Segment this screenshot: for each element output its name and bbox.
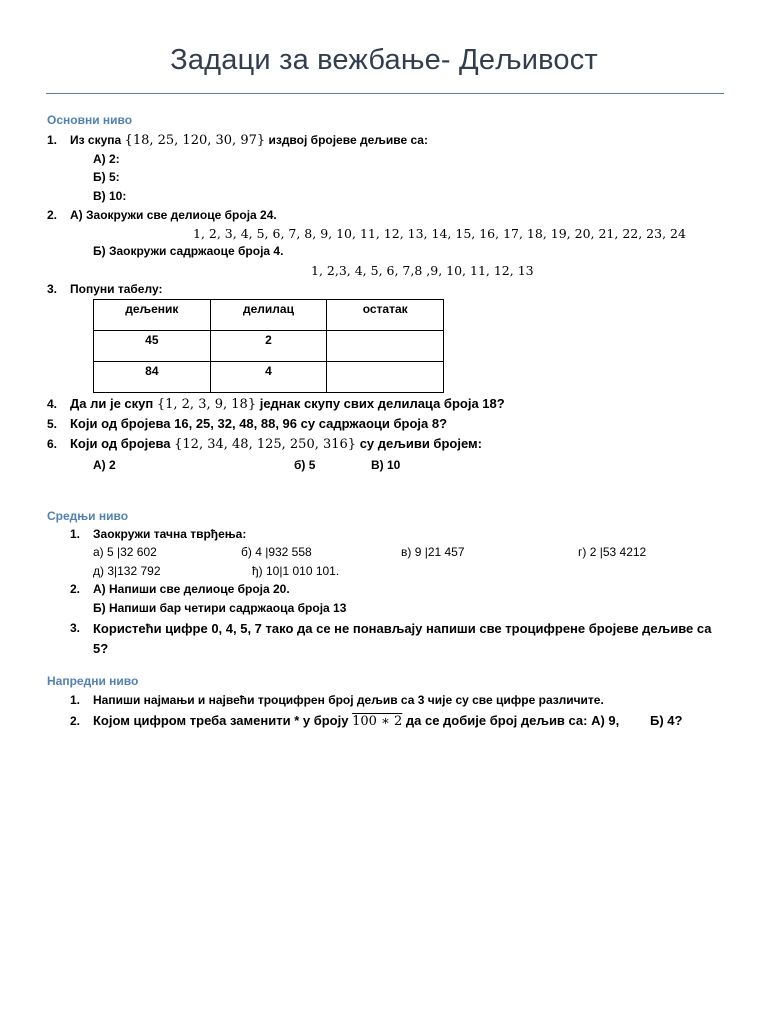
number-set: {12, 34, 48, 125, 250, 316} [174, 437, 357, 452]
table-cell-blank [327, 362, 444, 393]
statement-option: г) 2 |53 4212 [578, 545, 647, 559]
question-number: 2. [70, 582, 81, 596]
table-header-cell: делилац [210, 300, 327, 331]
title-divider [46, 93, 724, 94]
divisor-candidates-list: 1, 2, 3, 4, 5, 6, 7, 8, 9, 10, 11, 12, 13, 14, 15, 16, 17, 18, 19, 20, 21, 22, 23, 24 [193, 226, 686, 241]
subquestion: А) Напиши све делиоце броја 20. [93, 582, 290, 596]
question-text-part: Којом цифром треба заменити * у броју [93, 713, 353, 728]
question-number: 6. [47, 437, 58, 451]
question-number: 1. [70, 693, 81, 707]
question-text: 5? [93, 641, 109, 656]
subquestion: Б) 5: [93, 170, 120, 184]
question-text [70, 396, 505, 412]
table-cell: 84 [94, 362, 211, 393]
table-row [94, 362, 444, 393]
question-number: 5. [47, 417, 58, 431]
question-text-part: су дељиви бројем: [356, 436, 482, 451]
question-number: 3. [47, 282, 58, 296]
subquestion: Б) 4? [650, 713, 683, 728]
subquestion: б) 5 [294, 458, 316, 472]
question-text-part: Из скупа [70, 133, 125, 147]
question-text-part: Који од бројева [70, 436, 175, 451]
table-header-row [94, 300, 444, 331]
number-set: {1, 2, 3, 9, 18} [156, 397, 257, 412]
number-set: {18, 25, 120, 30, 97} [124, 133, 266, 148]
section-heading-middle: Средњи ниво [47, 509, 129, 523]
subquestion: А) 2: [93, 152, 120, 166]
section-heading-advanced: Напредни ниво [47, 674, 139, 688]
question-number: 4. [47, 397, 58, 411]
question-text: Заокружи тачна тврђења: [93, 527, 247, 541]
page-title: Задаци за вежбање- Дељивост [170, 44, 598, 76]
question-text [93, 713, 619, 729]
subquestion: В) 10: [93, 189, 127, 203]
subquestion: А) Заокружи све делиоце броја 24. [70, 208, 277, 222]
question-text: Користећи цифре 0, 4, 5, 7 тако да се не понављају напиши све троцифрене бројеве дељиве са [93, 621, 712, 636]
table-cell: 45 [94, 331, 211, 362]
statement-option: а) 5 |32 602 [93, 545, 157, 559]
question-text-part: једнак скупу свих делилаца броја 18? [256, 396, 505, 411]
subquestion: А) 2 [93, 458, 116, 472]
table-cell: 2 [210, 331, 327, 362]
table-cell: 4 [210, 362, 327, 393]
question-text [70, 133, 428, 148]
statement-option: б) 4 |932 558 [241, 545, 312, 559]
unknown-digit-number: 100 ∗ 2 [352, 714, 403, 729]
statement-option: д) 3|132 792 [93, 564, 161, 578]
subquestion: В) 10 [371, 458, 401, 472]
table-row [94, 331, 444, 362]
question-number: 1. [70, 527, 81, 541]
subquestion: Б) Заокружи садржаоце броја 4. [93, 244, 284, 258]
table-header-cell: остатак [327, 300, 444, 331]
question-text-part: издвој бројеве дељиве са: [265, 133, 428, 147]
statement-option: ђ) 10|1 010 101. [252, 564, 340, 578]
multiple-candidates-list: 1, 2,3, 4, 5, 6, 7,8 ,9, 10, 11, 12, 13 [311, 263, 534, 278]
question-number: 2. [47, 208, 58, 222]
table-cell-blank [327, 331, 444, 362]
question-number: 2. [70, 714, 81, 728]
table-header-cell: дељеник [94, 300, 211, 331]
question-text [70, 436, 482, 452]
question-text: Попуни табелу: [70, 282, 163, 296]
statement-option: в) 9 |21 457 [401, 545, 465, 559]
section-heading-basic: Основни ниво [47, 113, 133, 127]
question-text-part: да се добије број дељив са: А) 9, [402, 713, 620, 728]
question-text-part: Да ли је скуп [70, 396, 157, 411]
question-number: 1. [47, 133, 58, 147]
division-table [93, 299, 444, 393]
question-text: Напиши најмањи и највећи троцифрен број дељив са 3 чије су све цифре различите. [93, 693, 604, 707]
question-number: 3. [70, 621, 81, 635]
question-text: Који од бројева 16, 25, 32, 48, 88, 96 су садржаоци броја 8? [70, 416, 448, 431]
subquestion: Б) Напиши бар четири садржаоца броја 13 [93, 601, 347, 615]
